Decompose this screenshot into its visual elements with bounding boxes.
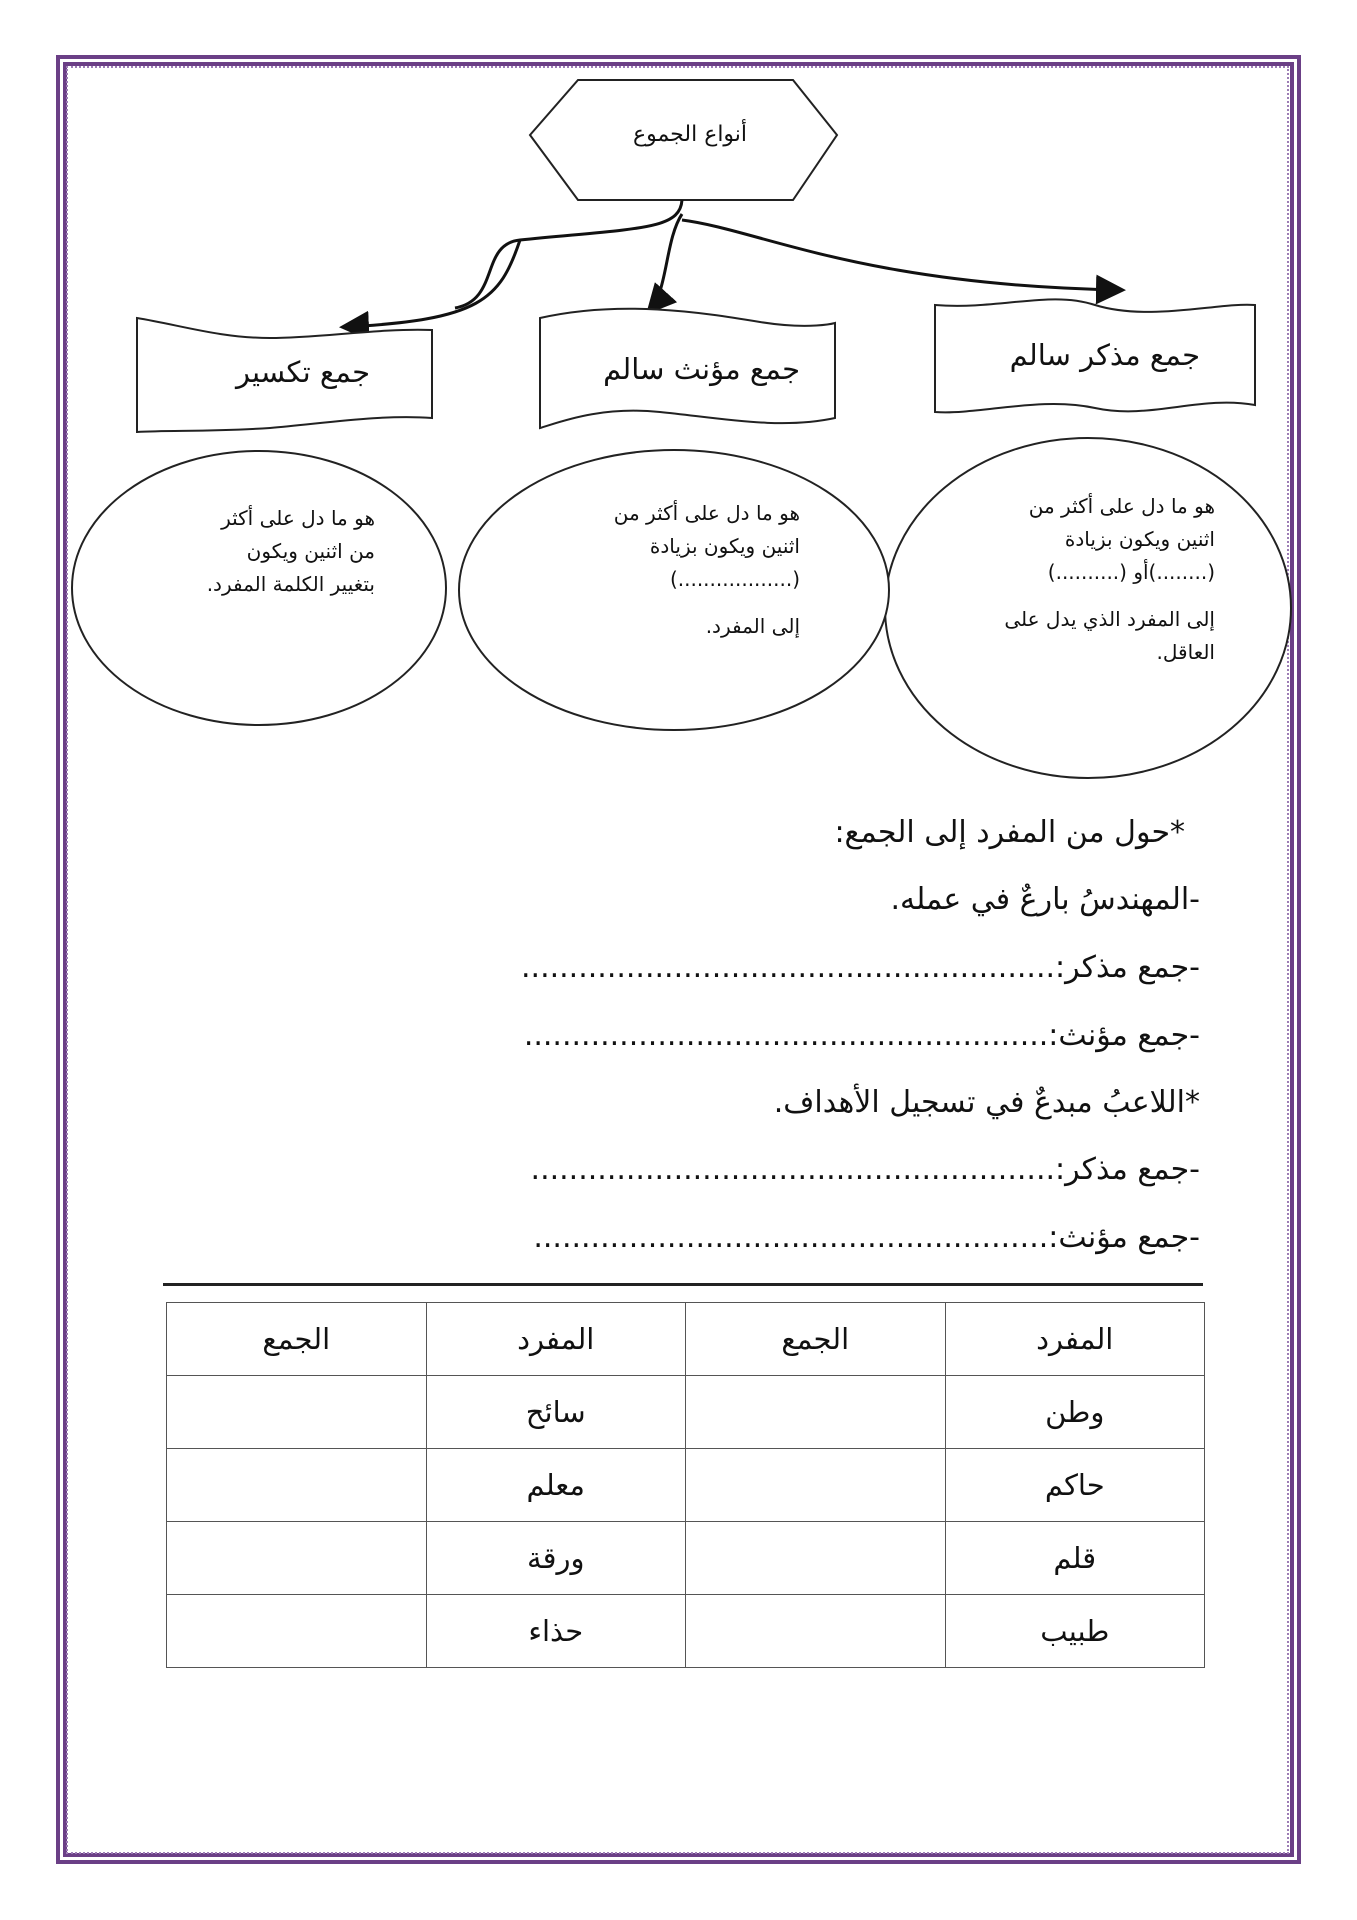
definition-line: هو ما دل على أكثر (221, 506, 375, 530)
singular-cell: طبيب (945, 1595, 1205, 1668)
definition-line: إلى المفرد الذي يدل على (1004, 607, 1215, 631)
singular-cell: حذاء (426, 1595, 686, 1668)
answer-line-2-fem[interactable]: -جمع مؤنث:...................................................... (533, 1220, 1200, 1255)
table-header-row (167, 1303, 1205, 1376)
table-row (167, 1595, 1205, 1668)
exercise-instruction: *حول من المفرد إلى الجمع: (834, 815, 1185, 850)
plural-answer-cell[interactable] (686, 1376, 946, 1449)
definition-line: إلى المفرد. (705, 614, 800, 638)
banner-label-broken: جمع تكسير (235, 355, 370, 389)
definition-line: هو ما دل على أكثر من (1028, 494, 1215, 518)
plural-answer-cell[interactable] (167, 1449, 427, 1522)
definition-fem (545, 497, 800, 643)
definition-masc (945, 490, 1215, 669)
singular-cell: ورقة (426, 1522, 686, 1595)
answer-line-1-masc[interactable]: -جمع مذكر:........................................................ (521, 950, 1200, 985)
answer-line-1-fem[interactable]: -جمع مؤنث:....................................................... (523, 1018, 1200, 1053)
definition-line: اثنين ويكون بزيادة (649, 534, 800, 558)
definition-line: (........)أو (..........) (1047, 560, 1215, 584)
table-row (167, 1376, 1205, 1449)
plural-answer-cell[interactable] (686, 1449, 946, 1522)
table-row (167, 1522, 1205, 1595)
definition-line: هو ما دل على أكثر من (613, 501, 800, 525)
arrow-right (682, 220, 1120, 290)
singular-cell: حاكم (945, 1449, 1205, 1522)
plural-answer-cell[interactable] (167, 1522, 427, 1595)
definition-line: (..................) (669, 567, 800, 591)
definition-line: اثنين ويكون بزيادة (1064, 527, 1215, 551)
diagram-root-title: أنواع الجموع (632, 122, 748, 147)
definition-line: بتغيير الكلمة المفرد. (206, 572, 375, 596)
answer-line-2-masc[interactable]: -جمع مذكر:....................................................... (530, 1152, 1200, 1187)
exercise-sentence-1: -المهندسُ بارعٌ في عمله. (890, 882, 1200, 917)
plural-answer-cell[interactable] (686, 1595, 946, 1668)
header-singular: المفرد (945, 1303, 1205, 1376)
definition-line: العاقل. (1156, 640, 1215, 664)
singular-cell: وطن (945, 1376, 1205, 1449)
connector-trunk (455, 200, 682, 308)
header-plural: الجمع (167, 1303, 427, 1376)
header-plural: الجمع (686, 1303, 946, 1376)
arrow-left (345, 240, 520, 327)
arrow-middle (650, 214, 682, 310)
plural-answer-cell[interactable] (686, 1522, 946, 1595)
exercise-sentence-2: *اللاعبُ مبدعٌ في تسجيل الأهداف. (773, 1085, 1200, 1120)
plural-answer-cell[interactable] (167, 1595, 427, 1668)
definition-broken (160, 502, 375, 601)
singular-cell: معلم (426, 1449, 686, 1522)
singular-plural-table (166, 1302, 1205, 1668)
singular-cell: قلم (945, 1522, 1205, 1595)
banner-label-fem: جمع مؤنث سالم (603, 352, 800, 386)
definition-line: من اثنين ويكون (246, 539, 375, 563)
table-row (167, 1449, 1205, 1522)
section-divider (163, 1283, 1203, 1286)
header-singular: المفرد (426, 1303, 686, 1376)
banner-label-masc: جمع مذكر سالم (1009, 338, 1200, 372)
plural-answer-cell[interactable] (167, 1376, 427, 1449)
singular-cell: سائح (426, 1376, 686, 1449)
